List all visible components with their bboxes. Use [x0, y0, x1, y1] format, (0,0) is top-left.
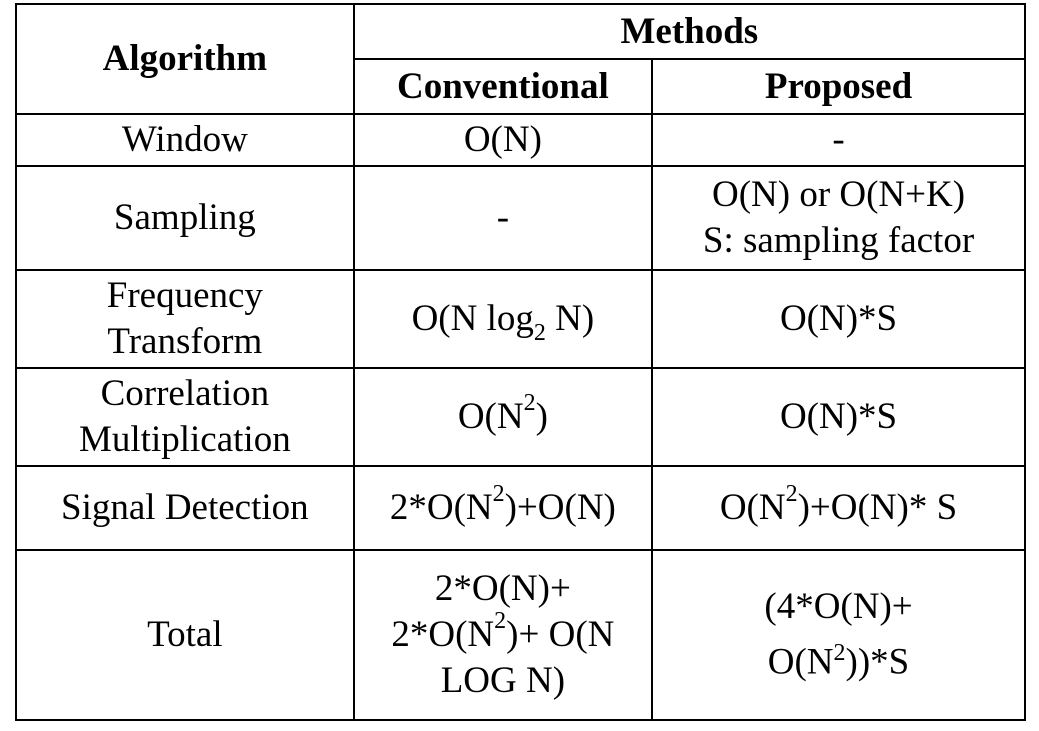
algorithm-cell: Total — [16, 550, 354, 720]
table-row — [16, 550, 1025, 720]
formula-part: )+O(N) — [504, 487, 616, 528]
cell-line: Multiplication — [79, 419, 291, 460]
proposed-cell: - — [652, 114, 1025, 166]
cell-line: 2*O(N)+ — [434, 568, 571, 609]
formula-part: O(N log — [411, 298, 534, 339]
table-row — [16, 270, 1025, 368]
cell-line — [659, 630, 1018, 685]
conventional-cell — [354, 466, 652, 550]
proposed-cell — [652, 466, 1025, 550]
conventional-cell — [354, 270, 652, 368]
subscript: 2 — [533, 320, 546, 346]
header-proposed: Proposed — [652, 59, 1025, 114]
cell-line: (4*O(N)+ — [764, 586, 913, 628]
header-algorithm: Algorithm — [16, 4, 354, 114]
formula-part: 2*O(N — [389, 487, 493, 528]
superscript: 2 — [833, 640, 846, 667]
formula-part: )+ O(N — [506, 614, 615, 655]
proposed-cell — [652, 550, 1025, 720]
table-row — [16, 166, 1025, 270]
cell-line — [361, 608, 645, 658]
proposed-cell: O(N)*S — [652, 368, 1025, 466]
formula-part: O(N — [767, 641, 834, 683]
table-row — [16, 368, 1025, 466]
formula-part: ) — [535, 396, 548, 437]
algorithm-cell — [16, 368, 354, 466]
superscript: 2 — [494, 608, 507, 634]
header-methods: Methods — [354, 4, 1025, 59]
table-row — [16, 114, 1025, 166]
formula-part: N) — [545, 298, 595, 339]
formula-part: O(N — [457, 396, 524, 437]
cell-line: O(N) or O(N+K) — [711, 174, 966, 215]
cell-line: Transform — [107, 321, 263, 362]
cell-line: LOG N) — [440, 660, 566, 701]
conventional-cell: O(N) — [354, 114, 652, 166]
proposed-cell — [652, 166, 1025, 270]
conventional-cell — [354, 368, 652, 466]
header-conventional: Conventional — [354, 59, 652, 114]
conventional-cell — [354, 550, 652, 720]
conventional-cell: - — [354, 166, 652, 270]
header-row-methods — [16, 4, 1025, 59]
superscript: 2 — [523, 390, 536, 416]
cell-line: S: sampling factor — [702, 220, 975, 261]
formula-part: ))*S — [845, 641, 910, 683]
algorithm-cell: Sampling — [16, 166, 354, 270]
formula-part: 2*O(N — [391, 614, 495, 655]
superscript: 2 — [492, 481, 505, 507]
algorithm-cell — [16, 270, 354, 368]
proposed-cell: O(N)*S — [652, 270, 1025, 368]
complexity-table — [15, 3, 1026, 721]
cell-line: Frequency — [106, 275, 263, 316]
formula-part: O(N — [719, 487, 786, 528]
formula-part: )+O(N)* S — [797, 487, 958, 528]
algorithm-cell: Signal Detection — [16, 466, 354, 550]
cell-line: Correlation — [100, 373, 270, 414]
algorithm-cell: Window — [16, 114, 354, 166]
table-row — [16, 466, 1025, 550]
superscript: 2 — [785, 481, 798, 507]
